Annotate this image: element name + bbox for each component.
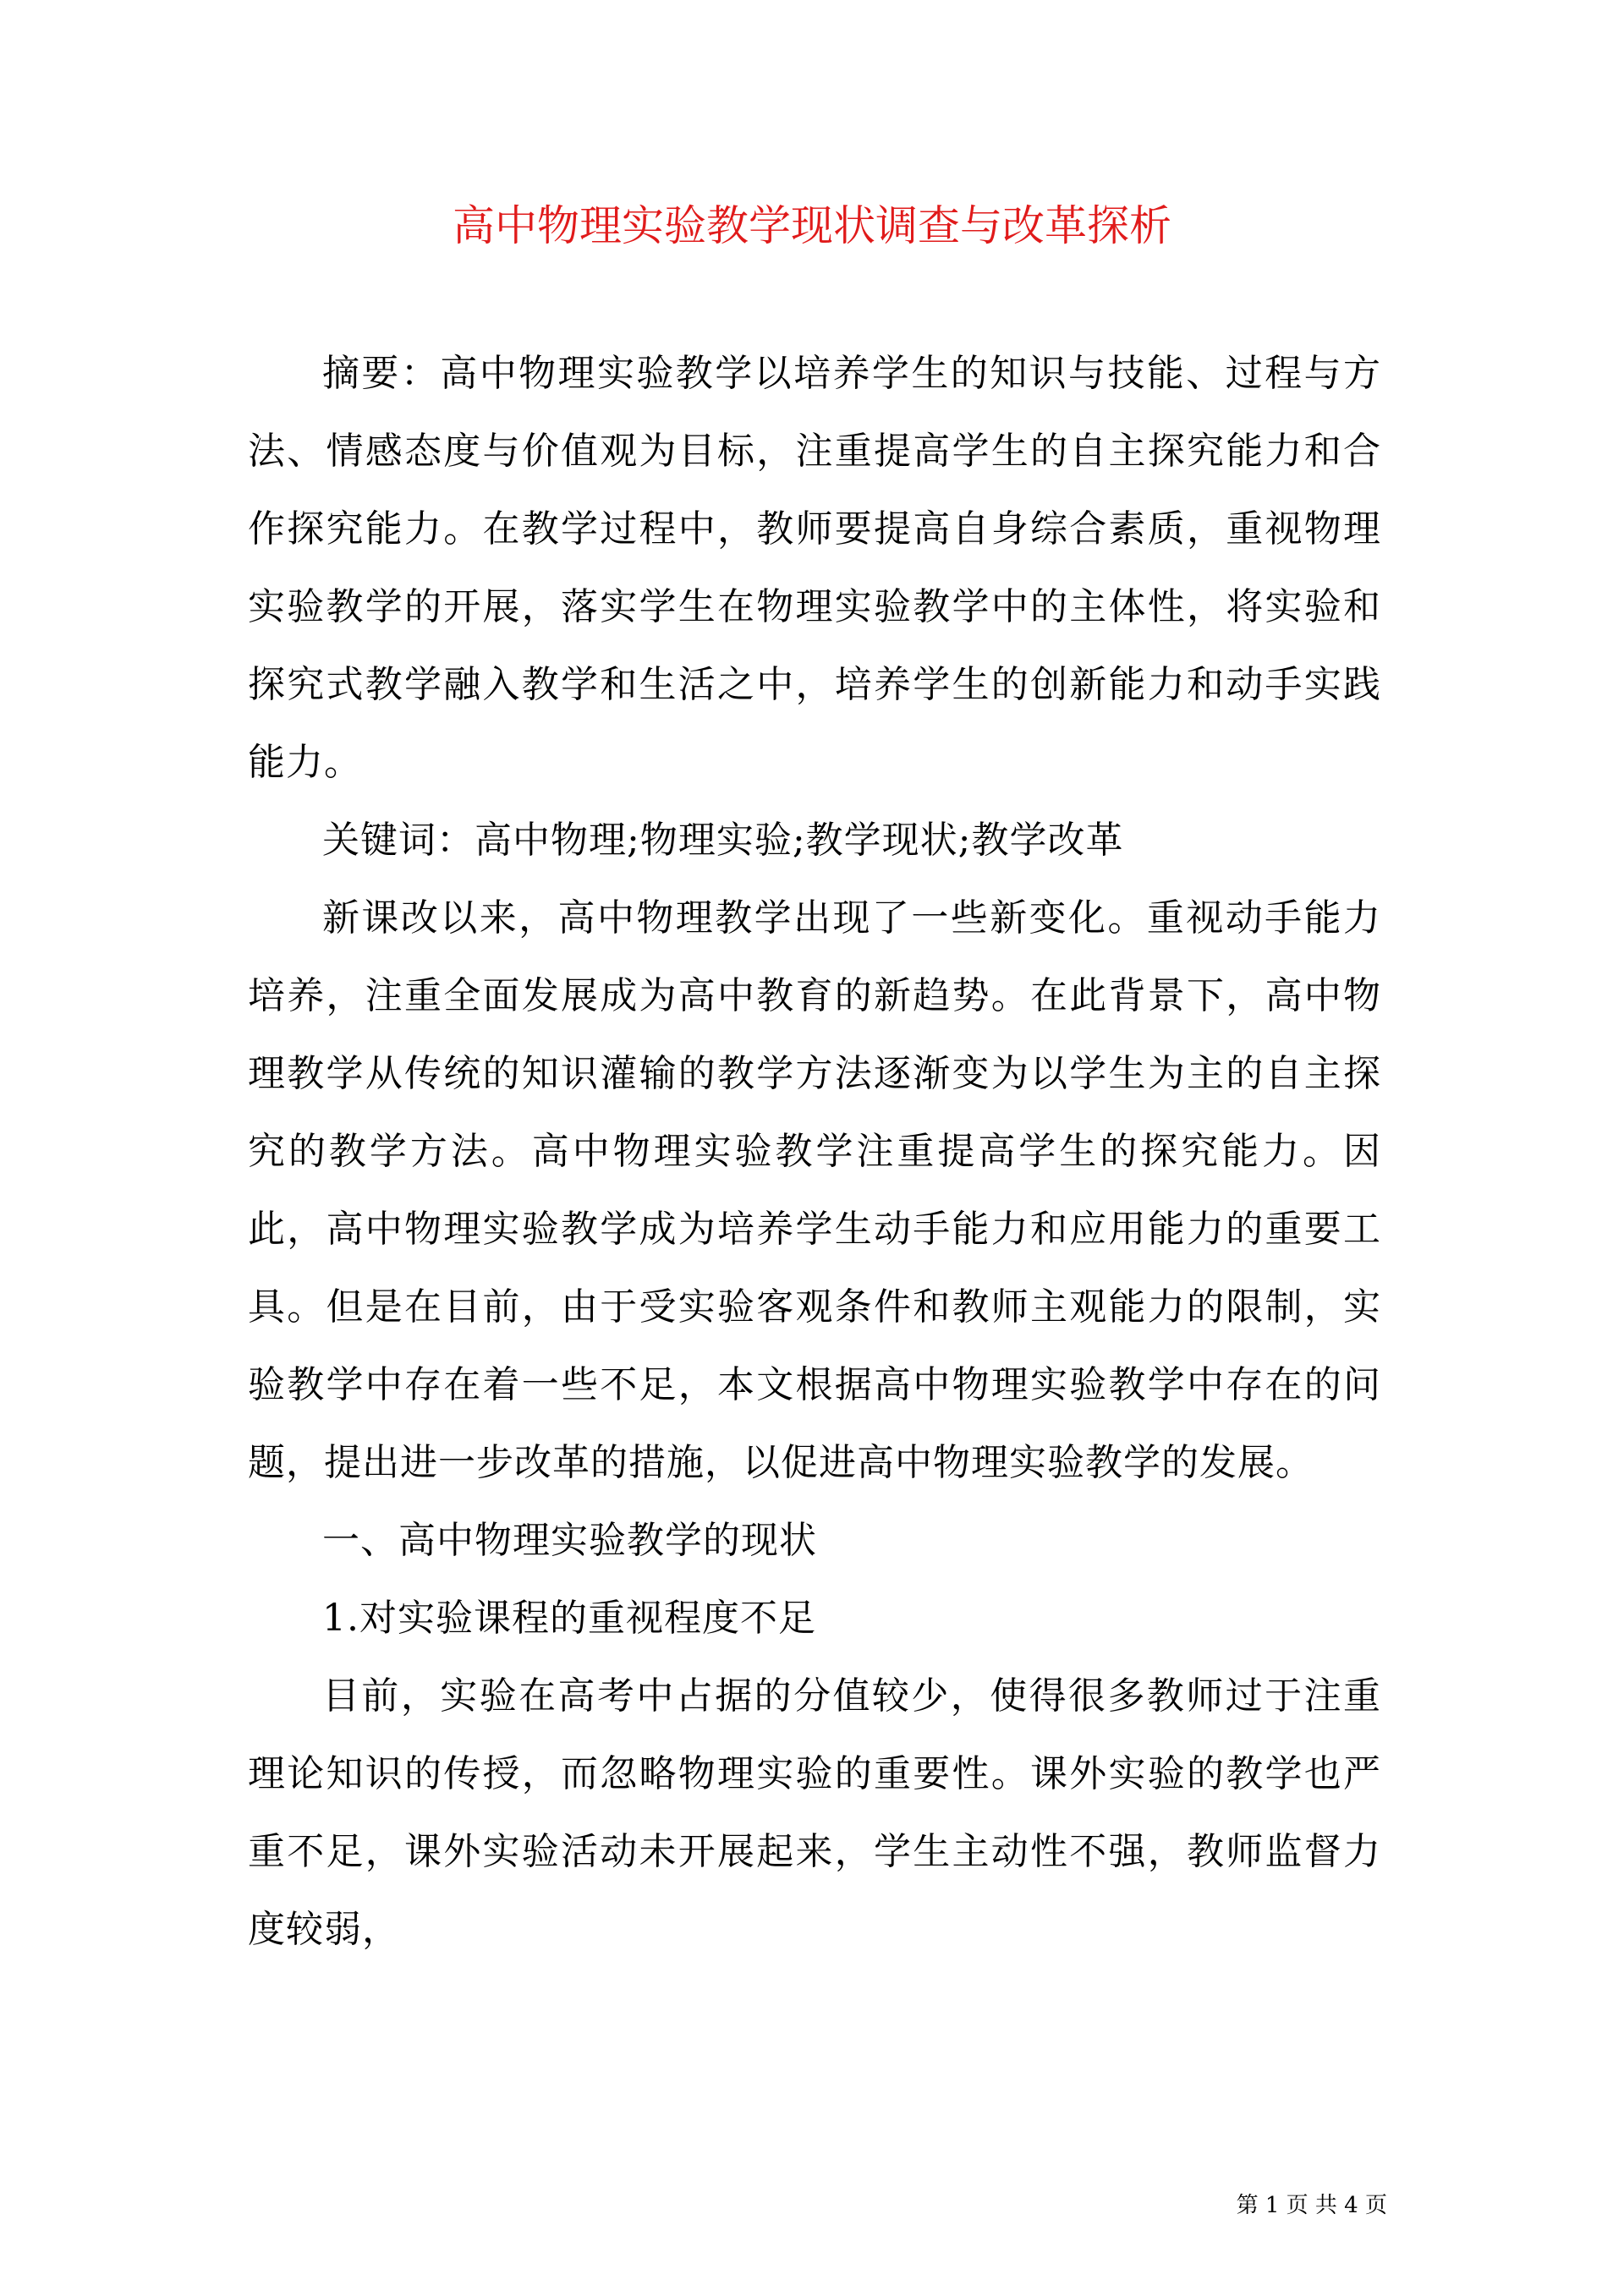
body-paragraph: 目前，实验在高考中占据的分值较少，使得很多教师过于注重理论知识的传授，而忽略物理实验的重要性。课外实验的教学也严重不足，课外实验活动未开展起来，学生主动性不强，教师监督力度较弱， bbox=[248, 1674, 1381, 1951]
abstract-paragraph: 摘要：高中物理实验教学以培养学生的知识与技能、过程与方法、情感态度与价值观为目标，注重提高学生的自主探究能力和合作探究能力。在教学过程中，教师要提高自身综合素质，重视物理实验教学的开展，落实学生在物理实验教学中的主体性，将实验和探究式教学融入教学和生活之中，培养学生的创新能力和动手实践能力。 bbox=[248, 352, 1381, 784]
document-title: 高中物理实验教学现状调查与改革探析 bbox=[453, 201, 1171, 250]
section-heading: 一、高中物理实验教学的现状 bbox=[322, 1519, 817, 1562]
keywords-paragraph: 关键词：高中物理;物理实验;教学现状;教学改革 bbox=[322, 819, 1124, 862]
intro-paragraph: 新课改以来，高中物理教学出现了一些新变化。重视动手能力培养，注重全面发展成为高中教育的新趋势。在此背景下，高中物理教学从传统的知识灌输的教学方法逐渐变为以学生为主的自主探究的教学方法。高中物理实验教学注重提高学生的探究能力。因此，高中物理实验教学成为培养学生动手能力和应用能力的重要工具。但是在目前，由于受实验客观条件和教师主观能力的限制，实验教学中存在着一些不足，本文根据高中物理实验教学中存在的问题，提出进一步改革的措施，以促进高中物理实验教学的发展。 bbox=[248, 896, 1381, 1484]
page-number-footer: 第 1 页 共 4 页 bbox=[1236, 2193, 1387, 2218]
subsection-heading: 1.对实验课程的重视程度不足 bbox=[322, 1597, 816, 1640]
document-body bbox=[248, 335, 1381, 1969]
